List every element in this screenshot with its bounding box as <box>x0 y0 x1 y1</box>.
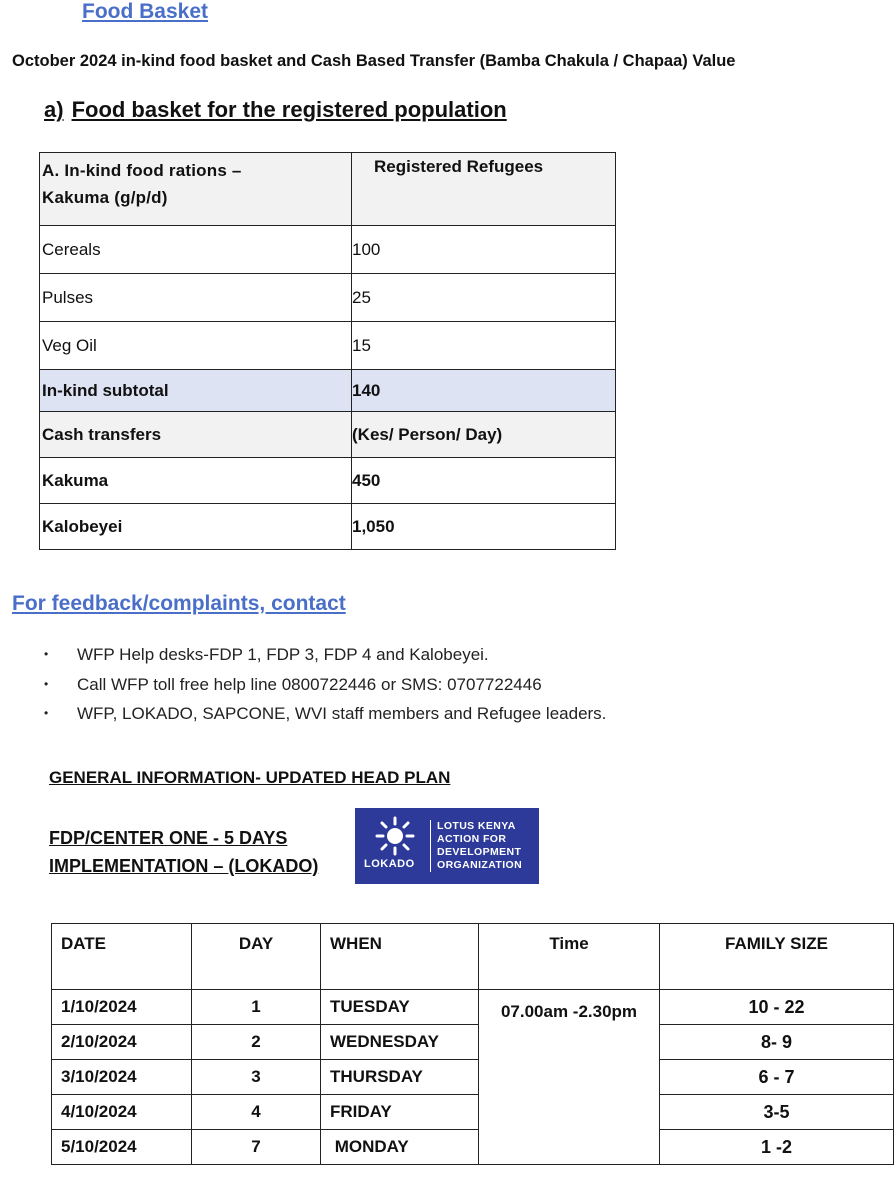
item-cell: Cereals <box>40 226 352 274</box>
value-cell: 25 <box>352 274 616 322</box>
family-size-cell: 1 -2 <box>660 1130 894 1165</box>
list-item <box>40 640 606 670</box>
day-cell: 2 <box>192 1025 321 1060</box>
subtotal-label: In-kind subtotal <box>40 370 352 412</box>
family-size-cell: 3-5 <box>660 1095 894 1130</box>
bullet-icon: • <box>44 647 49 661</box>
date-header: DATE <box>52 924 192 990</box>
time-cell: 07.00am -2.30pm <box>479 990 660 1165</box>
list-item <box>40 670 606 700</box>
day-cell: 3 <box>192 1060 321 1095</box>
family-size-header: FAMILY SIZE <box>660 924 894 990</box>
day-cell: 7 <box>192 1130 321 1165</box>
cash-value-cell: 1,050 <box>352 504 616 550</box>
cash-header-row <box>40 412 616 458</box>
general-info-heading: GENERAL INFORMATION- UPDATED HEAD PLAN <box>49 768 451 787</box>
subtotal-row <box>40 370 616 412</box>
schedule-header-row <box>52 924 894 990</box>
lokado-logo <box>355 808 539 884</box>
table-row <box>40 226 616 274</box>
refugees-header-cell <box>352 153 616 226</box>
value-cell: 100 <box>352 226 616 274</box>
when-header: WHEN <box>321 924 479 990</box>
feedback-heading-link[interactable]: For feedback/complaints, contact <box>12 592 346 615</box>
family-size-cell: 6 - 7 <box>660 1060 894 1095</box>
food-basket-link[interactable]: Food Basket <box>82 0 209 23</box>
table-row <box>52 1025 894 1060</box>
section-a-title: Food basket for the registered population <box>71 97 507 122</box>
table-row <box>52 1060 894 1095</box>
logo-short-name: LOKADO <box>364 858 415 870</box>
table-row <box>52 1095 894 1130</box>
when-cell: THURSDAY <box>321 1060 479 1095</box>
when-cell: FRIDAY <box>321 1095 479 1130</box>
table-row <box>40 458 616 504</box>
item-cell: Pulses <box>40 274 352 322</box>
when-cell: TUESDAY <box>321 990 479 1025</box>
cash-label: Cash transfers <box>40 412 352 458</box>
table-header-row <box>40 153 616 226</box>
place-cell: Kalobeyei <box>40 504 352 550</box>
feedback-list <box>40 640 606 729</box>
date-cell: 4/10/2024 <box>52 1095 192 1130</box>
date-cell: 1/10/2024 <box>52 990 192 1025</box>
bullet-icon: • <box>44 706 49 720</box>
date-cell: 3/10/2024 <box>52 1060 192 1095</box>
table-row <box>40 274 616 322</box>
rations-header-text: A. In-kind food rations – Kakuma (g/p/d) <box>42 161 242 207</box>
table-row <box>40 322 616 370</box>
list-item <box>40 699 606 729</box>
day-cell: 1 <box>192 990 321 1025</box>
family-size-cell: 8- 9 <box>660 1025 894 1060</box>
day-cell: 4 <box>192 1095 321 1130</box>
bullet-icon: • <box>44 676 49 691</box>
place-cell: Kakuma <box>40 458 352 504</box>
when-cell: WEDNESDAY <box>321 1025 479 1060</box>
logo-divider <box>430 820 431 872</box>
subtotal-value: 140 <box>352 370 616 412</box>
fdp-title-line1: FDP/CENTER ONE - 5 DAYS <box>49 828 288 848</box>
fdp-title-line2: IMPLEMENTATION – (LOKADO) <box>49 856 319 876</box>
food-basket-table <box>39 152 616 550</box>
list-item-text: WFP, LOKADO, SAPCONE, WVI staff members and Refugee leaders. <box>77 704 607 723</box>
date-cell: 5/10/2024 <box>52 1130 192 1165</box>
when-cell: MONDAY <box>321 1130 479 1165</box>
table-row <box>52 1130 894 1165</box>
rations-header-cell <box>40 153 352 226</box>
date-cell: 2/10/2024 <box>52 1025 192 1060</box>
value-cell: 15 <box>352 322 616 370</box>
refugees-header-text: Registered Refugees <box>374 157 544 176</box>
time-header: Time <box>479 924 660 990</box>
list-item-text: Call WFP toll free help line 0800722446 or SMS: 0707722446 <box>77 674 542 694</box>
fdp-title <box>49 824 318 880</box>
cash-unit: (Kes/ Person/ Day) <box>352 412 616 458</box>
table-row <box>40 504 616 550</box>
table-row <box>52 990 894 1025</box>
logo-full-name: LOTUS KENYA ACTION FOR DEVELOPMENT ORGANIZATION <box>437 820 523 871</box>
day-header: DAY <box>192 924 321 990</box>
section-a-label: a) <box>44 97 64 122</box>
document-subtitle: October 2024 in-kind food basket and Cash Based Transfer (Bamba Chakula / Chapaa) Value <box>12 52 736 70</box>
item-cell: Veg Oil <box>40 322 352 370</box>
section-a-heading <box>44 96 507 124</box>
list-item-text: WFP Help desks-FDP 1, FDP 3, FDP 4 and Kalobeyei. <box>77 645 489 664</box>
schedule-table <box>51 923 894 1165</box>
cash-value-cell: 450 <box>352 458 616 504</box>
family-size-cell: 10 - 22 <box>660 990 894 1025</box>
